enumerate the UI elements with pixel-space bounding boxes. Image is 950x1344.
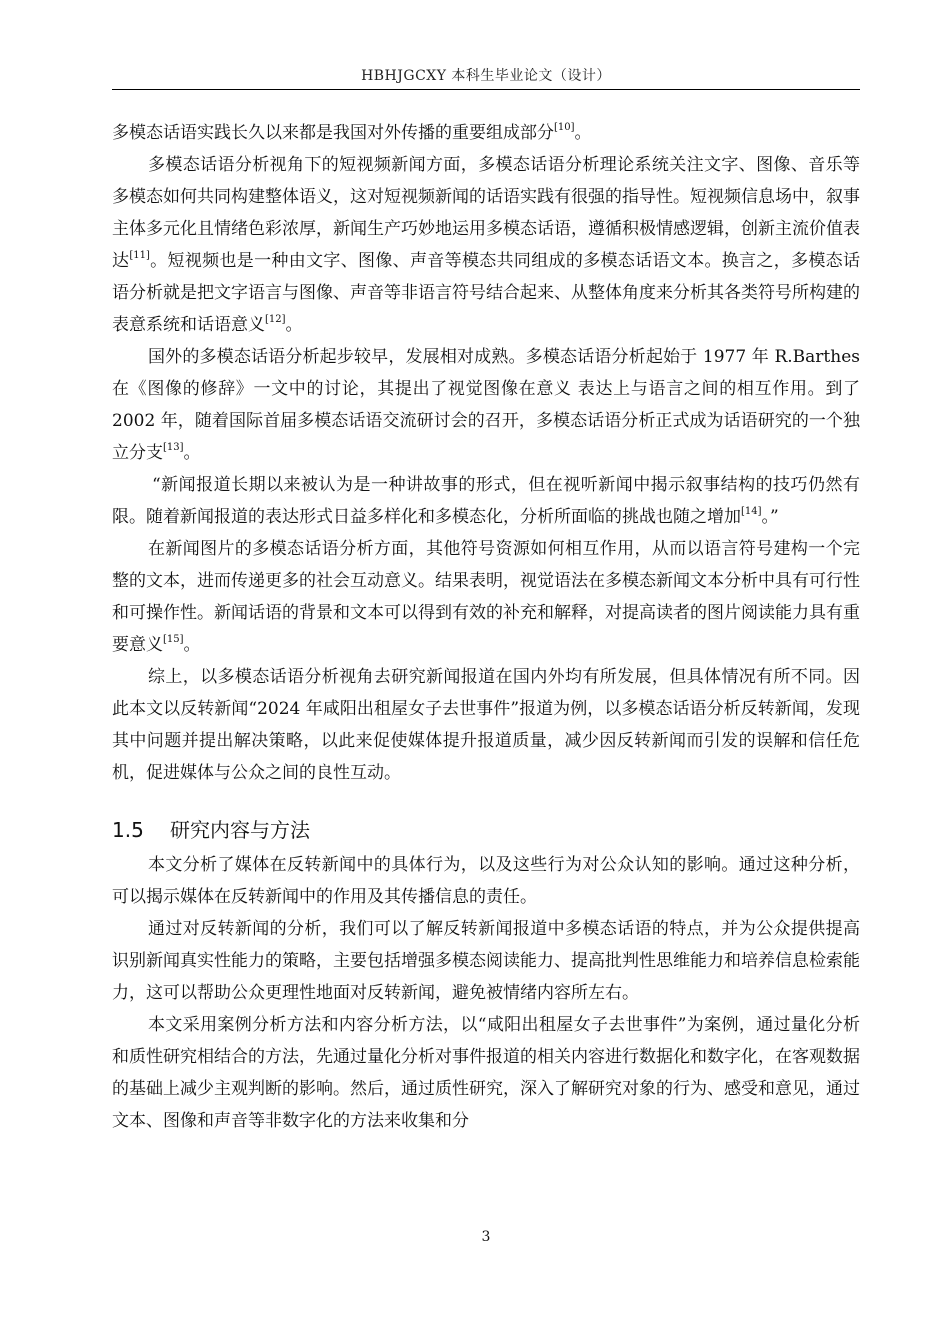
citation-11: [11]	[129, 250, 150, 262]
page-number: 3	[481, 1229, 491, 1245]
paragraph-1-tail: 。	[574, 123, 592, 143]
section-title: 研究内容与方法	[170, 818, 310, 842]
paragraph-4-text: “新闻报道长期以来被认为是一种讲故事的形式，但在视听新闻中揭示叙事结构的技巧仍然有限。随着新闻报道的表达形式日益多样化和多模态化，分析所面临的挑战也随之增加	[112, 475, 860, 527]
paragraph-6	[112, 661, 860, 789]
paragraph-8: 通过对反转新闻的分析，我们可以了解反转新闻报道中多模态话语的特点，并为公众提供提高识别新闻真实性能力的策略，主要包括增强多模态阅读能力、提高批判性思维能力和培养信息检索能力，这可以帮助公众更理性地面对反转新闻，避免被情绪内容所左右。	[112, 919, 860, 1003]
paragraph-5-text: 在新闻图片的多模态话语分析方面，其他符号资源如何相互作用，从而以语言符号建构一个完整的文本，进而传递更多的社会互动意义。结果表明，视觉语法在多模态新闻文本分析中具有可行性和可操作性。新闻话语的背景和文本可以得到有效的补充和解释，对提高读者的图片阅读能力具有重要意义	[112, 539, 860, 655]
paragraph-4-tail: 。”	[761, 507, 779, 527]
paragraph-9: 本文采用案例分析方法和内容分析方法，以“咸阳出租屋女子去世事件”为案例，通过量化分析和质性研究相结合的方法，先通过量化分析对事件报道的相关内容进行数据化和数字化，在客观数据的基础上减少主观判断的影响。然后，通过质性研究，深入了解研究对象的行为、感受和意见，通过文本、图像和声音等非数字化的方法来收集和分	[112, 1015, 860, 1131]
body-text	[112, 117, 860, 1137]
paragraph-1	[112, 117, 860, 149]
citation-15: [15]	[163, 634, 184, 646]
paragraph-1-text: 多模态话语实践长久以来都是我国对外传播的重要组成部分	[112, 123, 554, 143]
citation-10: [10]	[554, 122, 575, 134]
paragraph-5	[112, 533, 860, 661]
section-number: 1.5	[112, 818, 144, 842]
paragraph-5-tail: 。	[183, 635, 201, 655]
paragraph-6-text: 综上，以多模态话语分析视角去研究新闻报道在国内外均有所发展，但具体情况有所不同。因此本文以反转新闻“2024 年咸阳出租屋女子去世事件”报道为例，以多模态话语分析反转新闻，发现其中问题并提出解决策略，以此来促使媒体提升报道质量，减少因反转新闻而引发的误解和信任危机，促进媒体与公众之间的良性互动。	[112, 667, 860, 783]
paragraph-2-tail: 。短视频也是一种由文字、图像、声音等模态共同组成的多模态话语文本。换言之，多模态话语分析就是把文字语言与图像、声音等非语言符号结合起来、从整体角度来分析其各类符号所构建的表意系统和话语意义	[112, 251, 861, 335]
paragraph-3-tail: 。	[183, 443, 201, 463]
header-rule	[112, 89, 860, 90]
citation-14: [14]	[741, 506, 762, 518]
paragraph-4-quote	[112, 469, 860, 533]
citation-12: [12]	[265, 314, 286, 326]
paragraph-2-text: 多模态话语分析视角下的短视频新闻方面，多模态话语分析理论系统关注文字、图像、音乐等多模态如何共同构建整体语义，这对短视频新闻的话语实践有很强的指导性。短视频信息场中，叙事主体多元化且情绪色彩浓厚，新闻生产巧妙地运用多模态话语，遵循积极情感逻辑，创新主流价值表达	[112, 155, 860, 271]
section-heading	[112, 815, 860, 845]
paragraph-2	[112, 149, 860, 341]
page-header: HBHJGCXY 本科生毕业论文（设计）	[361, 68, 611, 84]
paragraph-3-text: 国外的多模态话语分析起步较早，发展相对成熟。多模态话语分析起始于 1977 年 R.Barthes 在《图像的修辞》一文中的讨论，其提出了视觉图像在意义 表达上与语言之间的相互作用。到了 2002 年，随着国际首届多模态话语交流研讨会的召开，多模态话语分析正式成为话语研究的一个独立分支	[112, 347, 860, 463]
paragraph-7: 本文分析了媒体在反转新闻中的具体行为，以及这些行为对公众认知的影响。通过这种分析，可以揭示媒体在反转新闻中的作用及其传播信息的责任。	[112, 855, 860, 907]
citation-13: [13]	[163, 442, 184, 454]
paragraph-2-tail2: 。	[285, 315, 303, 335]
paragraph-3	[112, 341, 860, 469]
